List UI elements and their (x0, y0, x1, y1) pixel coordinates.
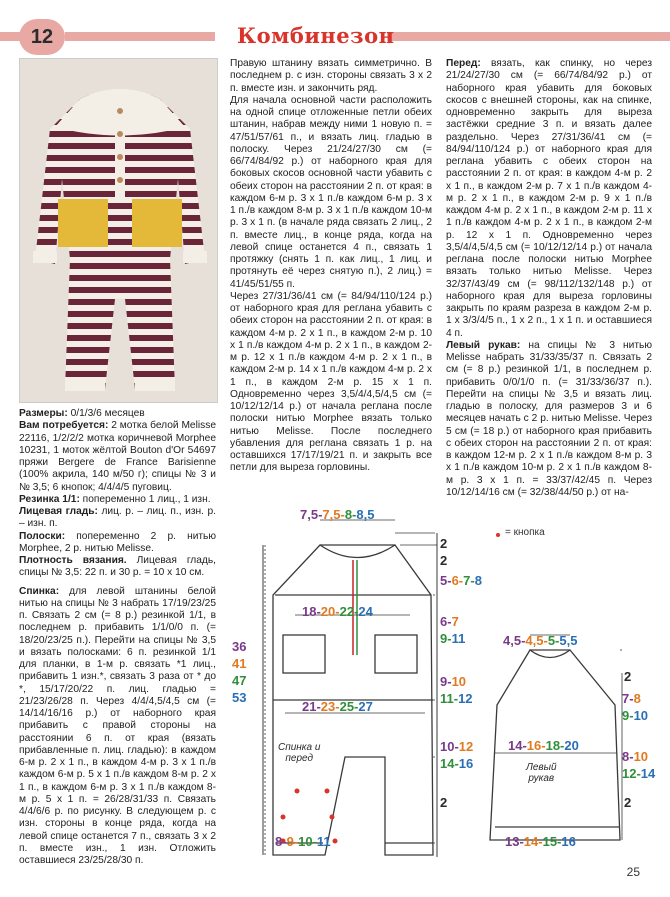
dim-side: 6-7 9-11 (440, 614, 466, 646)
bottom-width-label: 8-9-10-11 (275, 834, 331, 849)
dim-neck-2b: 2 (440, 553, 448, 568)
raglan-text: Через 27/31/36/41 см (= 84/94/110/124 р.) от наборного края для реглана убавить с обеих сторон на расстоянии 2 п. от края: в каждом 4-м р. 2 х 1 п., в каждом 2-м р. 10 х 1 п./в каждом 4-м р. 2 х 1 п., в каждом 2-м р. 12 х 1 п./в каждом 4-м р. 2 х 1 п., в каждом 2-м р. 14 х 1 п./в каждом 4-м р. 2 х 1 п., в каждом 2-м р. 15 х 1 п. Одновременно через 3,5/4/4,5/4,5 см (= 10/12/12/14 р.) от начала реглана после полоски нитью Morphee вязать только нитью Melisse. После последнего убавления для реглана связать 1 р. на оставшихся 17/17/19/21 п. и закрыть все петли для выреза горловины. (230, 290, 432, 474)
dim-cuff: 2 (440, 795, 448, 810)
sleeve-dim-length: 8-10 12-14 (622, 749, 656, 781)
sleeve-dim-cuff: 2 (624, 795, 632, 810)
snap-legend: = кнопка (505, 527, 545, 538)
back-instructions: Спинка: для левой штанины белой нитью на спицы № 3 набрать 17/19/23/25 п. Связать 2 см (= 8 р.) резинкой 1/1, в последнем р. прибавить 1/1/0/0 п. (= 18/20/23/25 п.). Перейти на спицы № 3,5 и вязать полосками: 6 п. резинкой 1/1 для планки, в 1-м р. связать *1 лиц., прибавить 1 изн.*, связать 3 раза от * до *, 15/17/20/22 п. лиц. гладью = 21/23/26/28 п. Через 4/4/4,5/4,5 см (= 14/14/16/16 р.) от наборного края прибавить с правой стороны на расстоянии 6 п. от края (вязать прибавленные п. лиц. гладью): в каждом 6-м р. 2 х 1 п., в каждом 4-м р. 3 х 1 п./в каждом 6-м р. 5 х 1 п./в каждом 8-м р. 2 х 1 п., в каждом 6-м р. 3 х 1 п./в каждом 8-м р. 5 х 1 п. = 26/28/31/33 п. Связать 4/4/6/6 р. по рисунку. В следующем р. с изн. стороны в конце ряда, когда на левой спице останется 7 п., связать 3 х 2 п. вместе изн., 1 изн. Отложить оставшиеся 23/25/28/30 п. (19, 585, 216, 866)
height-label: 36 41 47 53 (232, 639, 247, 705)
sleeve-top-width: 4,5-4,5-5-5,5 (503, 633, 578, 648)
stockinette-line: Лицевая гладь: лиц. р. – лиц. п., изн. р. – изн. п. (19, 506, 216, 530)
right-text-column (446, 58, 652, 499)
pattern-number: 12 (19, 19, 65, 55)
body-caption: Спинка и перед (278, 742, 321, 764)
right-leg-text: Правую штанину вязать симметрично. В последнем р. с изн. стороны связать 3 х 2 п. вместе изн. и закончить ряд. (230, 58, 432, 94)
stripes-line: Полоски: попеременно 2 р. нитью Morphee, 2 р. нитью Melisse. (19, 530, 216, 554)
dim-leg: 10-12 14-16 (440, 739, 474, 771)
dim-armhole: 5-6-7-8 (440, 573, 482, 588)
dim-neck-2: 2 (440, 536, 448, 551)
knee-width-label: 21-23-25-27 (302, 699, 373, 714)
main-part-text: Для начала основной части расположить на одной спице отложенные петли обеих штанин, набрав между ними 1 новую п. = 47/51/57/61 п., и вязать лиц. гладью в полоску. Через 21/24/27/30 см (= 66/74/84/92 р.) от наборного края для боковых скосов основной части убавить с обеих сторон на расстоянии 2 п. от края: в каждом 6-м р. 3 х 1 п./в каждом 6-м р. 3 х 1 п./в каждом 8-м р. 3 х 1 п./в каждом 10-м р. 3 х 1 п. (в начале ряда связать 2 лиц., 2 п. вместе лиц., в конце ряда, когда на левой спице останется 4 п., связать 1 протяжку (снять 1 п. как лиц., 1 лиц. и протянуть её через снятую п.), 2 лиц.) = 41/45/51/55 п. (230, 94, 432, 290)
materials-line: Вам потребуется: 2 мотка белой Melisse 22116, 1/2/2/2 мотка коричневой Morphee 10231, 1 моток жёлтой Bouton d'Or 54697 пряжи Bergere de France Barisienne (100% акрила, 140 м/50 г); спицы № 3 и № 3,5; 6 кнопок; 4/4/4/5 пуговиц. (19, 420, 216, 493)
front-instructions: Перед: вязать, как спинку, но через 21/24/27/30 см (= 66/74/84/92 р.) от наборного края убавить для боковых скосов с внешней стороны, как на спинке, одновременно закрыть для выреза застёжки средние 3 п. и вязать далее раздельно. Через 27/31/36/41 см (= 84/94/110/124 р.) от наборного края для реглана убавить с обеих сторон на расстоянии 2 п. от края: в каждом 4-м р. 2 х 1 п., в каждом 2-м р. 7 х 1 п./в каждом 4-м р. 2 х 1 п., в каждом 2-м р. 9 х 1 п./в каждом 4-м р. 2 х 1 п., в каждом 2-м р. 11 х 1 п./в каждом 4-м р. 2 х 1 п., в каждом 2-м р. 12 х 1 п. Одновременно через 3,5/4/4,5/4,5 см (= 10/12/12/14 р.) от начала реглана после полоски нитью Morphee вязать только нитью Melisse. Через 32/37/43/49 см (= 98/112/132/148 р.) от наборного края для выреза горловины закрыть по краям разреза в каждом 2-м р. 1 х 3/3/4/5 п., 1 х 2 п., 1 х 1 п. и оставшиеся 4 п. (446, 58, 652, 339)
gauge-line: Плотность вязания. Лицевая гладь, спицы № 3,5: 22 п. и 30 р. = 10 х 10 см. (19, 555, 217, 579)
sizes-line: Размеры: 0/1/3/6 месяцев (19, 408, 145, 419)
rib-line: Резинка 1/1: попеременно 1 лиц., 1 изн. (19, 493, 211, 505)
jumpsuit-photo (19, 58, 218, 403)
sleeve-dim-cap: 7-8 9-10 (622, 691, 649, 723)
dim-body: 9-10 11-12 (440, 674, 473, 706)
page-number: 25 (626, 865, 640, 879)
sleeve-width: 14-16-18-20 (508, 738, 579, 753)
page-title: Комбинезон (237, 23, 395, 48)
middle-text-column (230, 58, 432, 475)
top-width-label: 7,5-7,5-8-8,5 (300, 507, 375, 522)
left-text-column (19, 408, 216, 867)
sleeve-bottom-width: 13-14-15-16 (505, 834, 576, 849)
sleeve-instructions: Левый рукав: на спицы № 3 нитью Melisse набрать 31/33/35/37 п. Связать 2 см (= 8 р.) резинкой 1/1, в последнем р. прибавить 0/0/1/0 п. (= 31/33/36/37 п.). Перейти на спицы № 3,5 и вязать лиц. гладью в полоску, для размеров 3 и 6 месяцев начать с 2 р. нитью Melisse. Через 5 см (= 18 р.) от наборного края прибавить с обеих сторон на расстоянии 2 п. от края: в каждом 12-м р. 2 х 1 п./в каждом 8-м р. 3 х 1 п./в каждом 10-м р. 2 х 1 п./в каждом 8-м р. 3 х 1 п. = 33/37/42/45 п. Через 10/12/14/16 см (= 32/38/44/50 р.) от на- (446, 339, 652, 498)
header-bar-right (387, 32, 670, 41)
sleeve-caption: Левый рукав (526, 762, 557, 784)
chest-width-label: 18-20-22-24 (302, 604, 373, 619)
sleeve-dim-top: 2 (624, 669, 632, 684)
header-bar-mid (65, 32, 215, 41)
